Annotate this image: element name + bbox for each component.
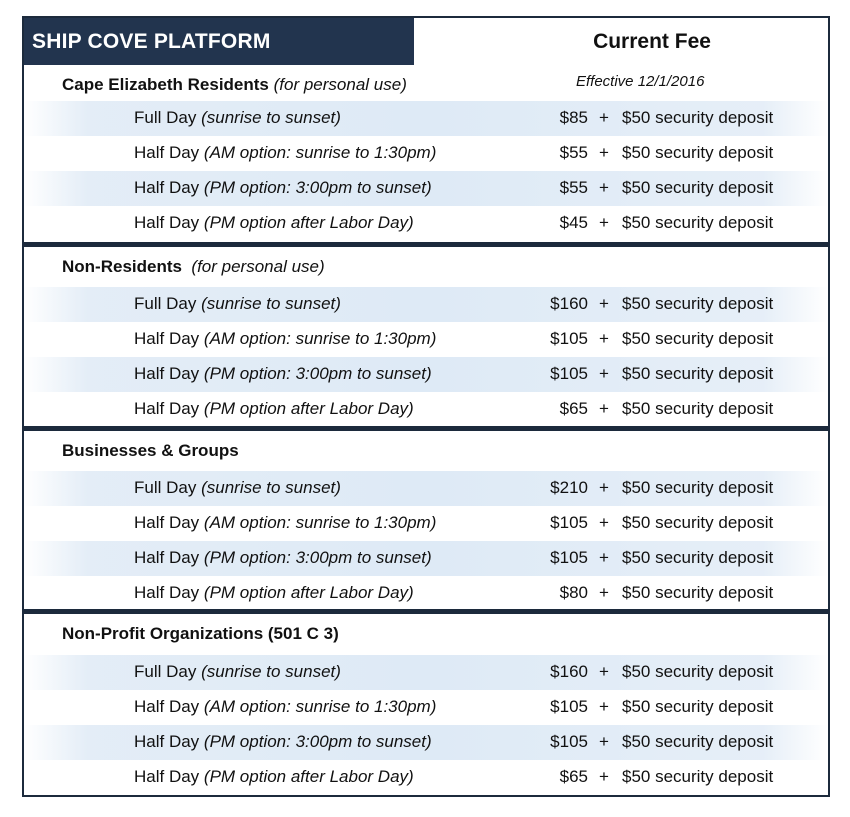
row-deposit: $50 security deposit bbox=[622, 478, 774, 497]
row-label: Half Day (AM option: sunrise to 1:30pm) bbox=[134, 329, 437, 348]
row-price: $65 bbox=[559, 767, 588, 786]
row-price: $105 bbox=[550, 513, 588, 532]
row-price: $105 bbox=[550, 364, 588, 383]
row-price: $160 bbox=[550, 662, 588, 681]
row-label: Half Day (PM option after Labor Day) bbox=[134, 583, 414, 602]
row-label: Half Day (PM option after Labor Day) bbox=[134, 213, 414, 232]
row-price: $105 bbox=[550, 697, 588, 716]
table-row bbox=[24, 690, 828, 725]
row-deposit: $50 security deposit bbox=[622, 697, 774, 716]
section-businesses bbox=[24, 431, 828, 611]
row-price: $65 bbox=[559, 399, 588, 418]
row-deposit: $50 security deposit bbox=[622, 732, 774, 751]
plus-sign: + bbox=[599, 329, 609, 348]
row-deposit: $50 security deposit bbox=[622, 178, 774, 197]
table-row bbox=[24, 576, 828, 611]
row-deposit: $50 security deposit bbox=[622, 767, 774, 786]
row-deposit: $50 security deposit bbox=[622, 513, 774, 532]
row-label: Half Day (PM option after Labor Day) bbox=[134, 399, 414, 418]
row-deposit: $50 security deposit bbox=[622, 583, 774, 602]
row-label: Half Day (AM option: sunrise to 1:30pm) bbox=[134, 697, 437, 716]
plus-sign: + bbox=[599, 399, 609, 418]
plus-sign: + bbox=[599, 513, 609, 532]
row-label: Half Day (PM option after Labor Day) bbox=[134, 767, 414, 786]
plus-sign: + bbox=[599, 294, 609, 313]
table-row bbox=[24, 136, 828, 171]
plus-sign: + bbox=[599, 478, 609, 497]
row-price: $210 bbox=[550, 478, 588, 497]
section-heading: Businesses & Groups bbox=[62, 441, 239, 460]
row-deposit: $50 security deposit bbox=[622, 294, 774, 313]
plus-sign: + bbox=[599, 178, 609, 197]
table-row bbox=[24, 506, 828, 541]
row-price: $105 bbox=[550, 732, 588, 751]
table-row bbox=[24, 655, 828, 690]
row-label: Half Day (PM option: 3:00pm to sunset) bbox=[134, 364, 432, 383]
row-deposit: $50 security deposit bbox=[622, 662, 774, 681]
plus-sign: + bbox=[599, 732, 609, 751]
row-price: $105 bbox=[550, 548, 588, 567]
table-row bbox=[24, 541, 828, 576]
table-row bbox=[24, 725, 828, 760]
row-price: $160 bbox=[550, 294, 588, 313]
table-row bbox=[24, 471, 828, 506]
effective-date: Effective 12/1/2016 bbox=[576, 73, 705, 90]
row-deposit: $50 security deposit bbox=[622, 108, 774, 127]
fee-table bbox=[22, 16, 830, 797]
row-label: Half Day (PM option: 3:00pm to sunset) bbox=[134, 548, 432, 567]
plus-sign: + bbox=[599, 213, 609, 232]
row-deposit: $50 security deposit bbox=[622, 548, 774, 567]
row-label: Full Day (sunrise to sunset) bbox=[134, 478, 341, 497]
row-deposit: $50 security deposit bbox=[622, 399, 774, 418]
plus-sign: + bbox=[599, 697, 609, 716]
row-label: Half Day (AM option: sunrise to 1:30pm) bbox=[134, 513, 437, 532]
table-row bbox=[24, 206, 828, 241]
row-price: $85 bbox=[559, 108, 588, 127]
section-heading: Non-Residents (for personal use) bbox=[62, 257, 325, 276]
row-deposit: $50 security deposit bbox=[622, 329, 774, 348]
table-row bbox=[24, 287, 828, 322]
row-deposit: $50 security deposit bbox=[622, 213, 774, 232]
table-row bbox=[24, 760, 828, 795]
row-price: $55 bbox=[559, 178, 588, 197]
plus-sign: + bbox=[599, 143, 609, 162]
table-header bbox=[24, 18, 828, 65]
plus-sign: + bbox=[599, 767, 609, 786]
plus-sign: + bbox=[599, 548, 609, 567]
table-row bbox=[24, 171, 828, 206]
plus-sign: + bbox=[599, 108, 609, 127]
row-deposit: $50 security deposit bbox=[622, 143, 774, 162]
row-label: Half Day (AM option: sunrise to 1:30pm) bbox=[134, 143, 437, 162]
plus-sign: + bbox=[599, 364, 609, 383]
row-price: $45 bbox=[559, 213, 588, 232]
table-row bbox=[24, 322, 828, 357]
section-residents bbox=[24, 65, 828, 245]
table-row bbox=[24, 357, 828, 392]
page-title: SHIP COVE PLATFORM bbox=[24, 18, 414, 65]
section-non-profit bbox=[24, 614, 828, 794]
section-non-residents bbox=[24, 247, 828, 427]
table-row bbox=[24, 392, 828, 427]
current-fee-header: Current Fee bbox=[593, 30, 711, 53]
row-price: $55 bbox=[559, 143, 588, 162]
row-label: Full Day (sunrise to sunset) bbox=[134, 108, 341, 127]
row-label: Half Day (PM option: 3:00pm to sunset) bbox=[134, 732, 432, 751]
row-price: $105 bbox=[550, 329, 588, 348]
plus-sign: + bbox=[599, 583, 609, 602]
table-row bbox=[24, 101, 828, 136]
row-deposit: $50 security deposit bbox=[622, 364, 774, 383]
row-label: Full Day (sunrise to sunset) bbox=[134, 662, 341, 681]
row-label: Half Day (PM option: 3:00pm to sunset) bbox=[134, 178, 432, 197]
section-heading: Cape Elizabeth Residents (for personal use) bbox=[62, 75, 407, 94]
section-heading: Non-Profit Organizations (501 C 3) bbox=[62, 624, 339, 643]
plus-sign: + bbox=[599, 662, 609, 681]
row-price: $80 bbox=[559, 583, 588, 602]
row-label: Full Day (sunrise to sunset) bbox=[134, 294, 341, 313]
